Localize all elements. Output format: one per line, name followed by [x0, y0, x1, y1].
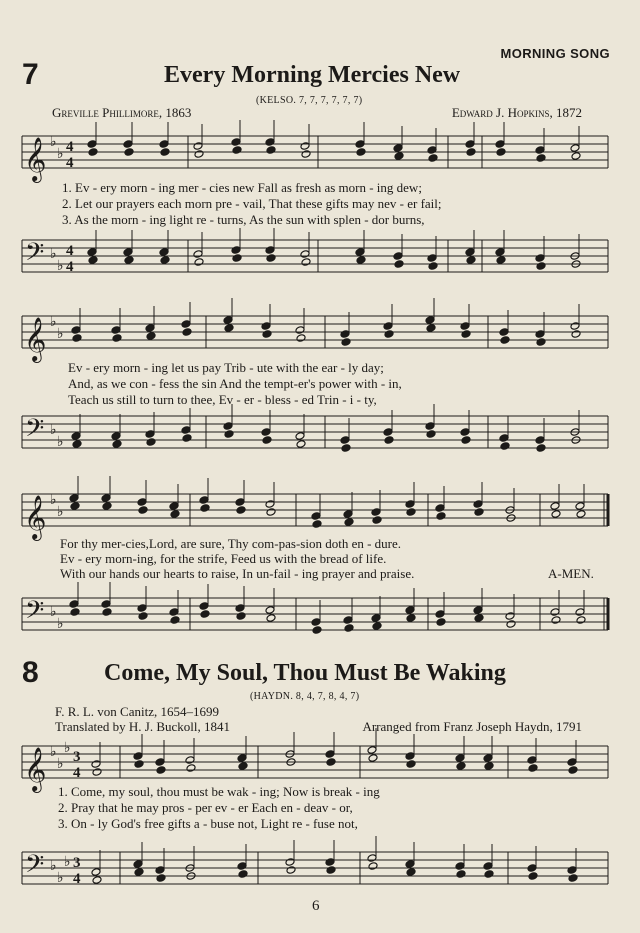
chord-note	[266, 614, 276, 623]
flat-icon: ♭	[50, 134, 57, 150]
quarter-note	[231, 138, 241, 147]
chord-note	[224, 324, 234, 333]
quarter-note	[473, 606, 483, 615]
quarter-note	[265, 246, 275, 255]
time-signature-bottom: 4	[66, 259, 74, 275]
lyric-line: 3. As the morn - ing light re - turns, As the sun with splen - dor burns,	[62, 212, 425, 227]
quarter-note	[155, 758, 165, 767]
chord-note	[461, 436, 471, 445]
bass-clef-icon: 𝄢	[25, 414, 45, 449]
quarter-note	[199, 496, 209, 505]
chord-note	[466, 148, 476, 157]
quarter-note	[123, 248, 133, 257]
half-note	[91, 760, 101, 769]
flat-icon: ♭	[57, 504, 64, 520]
chord-note	[528, 872, 538, 881]
chord-note	[576, 616, 586, 625]
half-note	[367, 854, 377, 863]
time-signature-top: 3	[73, 855, 81, 871]
half-note	[193, 250, 203, 259]
chord-note	[156, 874, 166, 883]
quarter-note	[405, 500, 415, 509]
chord-note	[484, 762, 494, 771]
half-note	[367, 746, 377, 755]
half-note	[265, 500, 275, 509]
flat-icon: ♭	[64, 854, 71, 870]
chord-note	[236, 506, 246, 515]
chord-note	[384, 330, 394, 339]
flat-icon: ♭	[50, 604, 57, 620]
quarter-note	[499, 434, 509, 443]
quarter-note	[261, 428, 271, 437]
chord-note	[236, 612, 246, 621]
quarter-note	[169, 608, 179, 617]
chord-note	[238, 870, 248, 879]
half-note	[575, 608, 585, 617]
quarter-note	[237, 862, 247, 871]
chord-note	[102, 608, 112, 617]
quarter-note	[355, 140, 365, 149]
quarter-note	[133, 752, 143, 761]
time-signature-top: 4	[66, 243, 74, 259]
chord-note	[496, 148, 506, 157]
quarter-note	[405, 752, 415, 761]
flat-icon: ♭	[50, 744, 57, 760]
chord-note	[224, 430, 234, 439]
chord-note	[571, 330, 581, 339]
chord-note	[296, 440, 306, 449]
chord-note	[394, 260, 404, 269]
quarter-note	[101, 494, 111, 503]
quarter-note	[483, 862, 493, 871]
flat-icon: ♭	[50, 422, 57, 438]
chord-note	[406, 614, 416, 623]
lyric-line: Teach us still to turn to thee, Ev - er - bless - ed Trin - i - ty,	[68, 392, 377, 407]
quarter-note	[383, 322, 393, 331]
quarter-note	[455, 862, 465, 871]
chord-note	[266, 508, 276, 517]
treble-staff	[0, 490, 640, 539]
chord-note	[286, 866, 296, 875]
quarter-note	[169, 502, 179, 511]
page-number: 6	[312, 898, 320, 914]
flat-icon: ♭	[57, 870, 64, 886]
chord-note	[301, 150, 311, 159]
time-signature-bottom: 4	[73, 871, 81, 887]
chord-note	[484, 870, 494, 879]
quarter-note	[231, 246, 241, 255]
author-credit: F. R. L. von Canitz, 1654–1699	[55, 704, 219, 719]
quarter-note	[159, 248, 169, 257]
quarter-note	[535, 330, 545, 339]
bass-clef-icon: 𝄢	[25, 238, 45, 273]
flat-icon: ♭	[57, 326, 64, 342]
chord-note	[536, 154, 546, 163]
chord-note	[461, 330, 471, 339]
chord-note	[134, 868, 144, 877]
chord-note	[456, 762, 466, 771]
chord-note	[372, 516, 382, 525]
quarter-note	[325, 750, 335, 759]
chord-note	[102, 502, 112, 511]
chord-note	[372, 622, 382, 631]
chord-note	[312, 520, 322, 529]
chord-note	[301, 258, 311, 267]
half-note	[285, 858, 295, 867]
chord-note	[112, 440, 122, 449]
flat-icon: ♭	[50, 314, 57, 330]
lyric-line: Ev - ery morn-ing, for the strife, Feed us with the bread of life.	[60, 551, 387, 566]
chord-note	[368, 754, 378, 763]
chord-note	[344, 624, 354, 633]
quarter-note	[371, 508, 381, 517]
half-note	[550, 502, 560, 511]
quarter-note	[235, 498, 245, 507]
chord-note	[326, 758, 336, 767]
chord-note	[112, 334, 122, 343]
half-note	[295, 326, 305, 335]
quarter-note	[495, 248, 505, 257]
quarter-note	[499, 328, 509, 337]
quarter-note	[265, 138, 275, 147]
chord-note	[88, 148, 98, 157]
half-note	[570, 144, 580, 153]
quarter-note	[460, 322, 470, 331]
half-note	[265, 606, 275, 615]
bass-staff	[0, 412, 640, 452]
chord-note	[70, 608, 80, 617]
quarter-note	[159, 140, 169, 149]
chord-note	[134, 760, 144, 769]
quarter-note	[111, 432, 121, 441]
flat-icon: ♭	[64, 740, 71, 756]
chord-note	[406, 760, 416, 769]
quarter-note	[101, 600, 111, 609]
treble-staff	[0, 132, 640, 181]
chord-note	[506, 620, 516, 629]
chord-note	[428, 154, 438, 163]
chord-note	[536, 338, 546, 347]
tune-meter: (KELSO. 7, 7, 7, 7, 7, 7)	[256, 95, 363, 106]
lyric-line: With our hands our hearts to raise, In un-fail - ing prayer and praise.	[60, 566, 415, 581]
time-signature-top: 4	[66, 139, 74, 155]
chord-note	[426, 324, 436, 333]
quarter-note	[425, 422, 435, 431]
quarter-note	[343, 616, 353, 625]
quarter-note	[405, 606, 415, 615]
quarter-note	[145, 430, 155, 439]
bass-staff	[0, 236, 640, 276]
chord-note	[138, 612, 148, 621]
chord-note	[571, 152, 581, 161]
bass-clef-icon: 𝄢	[25, 850, 45, 885]
chord-note	[406, 508, 416, 517]
composer-credit: Edward J. Hopkins, 1872	[451, 105, 582, 120]
quarter-note	[123, 140, 133, 149]
quarter-note	[87, 248, 97, 257]
chord-note	[92, 768, 102, 777]
chord-note	[182, 434, 192, 443]
lyric-line: And, as we con - fess the sin And the tempt-er's power with - in,	[68, 376, 402, 391]
chord-note	[536, 444, 546, 453]
chord-note	[436, 618, 446, 627]
chord-note	[160, 256, 170, 265]
chord-note	[170, 616, 180, 625]
chord-note	[568, 874, 578, 883]
half-note	[575, 502, 585, 511]
bass-staff	[0, 594, 640, 634]
quarter-note	[483, 754, 493, 763]
lyric-line: For thy mer-cies,Lord, are sure, Thy com-pas-sion doth en - dure.	[60, 536, 402, 551]
quarter-note	[355, 248, 365, 257]
chord-note	[576, 510, 586, 519]
quarter-note	[71, 326, 81, 335]
flat-icon: ♭	[57, 616, 64, 632]
chord-note	[238, 762, 248, 771]
treble-clef-icon: 𝄞	[24, 747, 47, 791]
quarter-note	[325, 858, 335, 867]
quarter-note	[235, 604, 245, 613]
quarter-note	[535, 146, 545, 155]
quarter-note	[311, 618, 321, 627]
time-signature-bottom: 4	[66, 155, 74, 171]
chord-note	[436, 512, 446, 521]
chord-note	[368, 862, 378, 871]
amen-text: A-MEN.	[548, 566, 594, 581]
quarter-note	[69, 494, 79, 503]
quarter-note	[71, 432, 81, 441]
quarter-note	[427, 146, 437, 155]
hymn-number: 8	[22, 656, 39, 689]
chord-note	[384, 436, 394, 445]
quarter-note	[340, 330, 350, 339]
lyric-line: 2. Pray that he may pros - per ev - er Each en - deav - or,	[58, 800, 353, 815]
treble-clef-icon: 𝄞	[24, 317, 47, 361]
chord-note	[138, 506, 148, 515]
treble-staff	[0, 312, 640, 361]
chord-note	[146, 332, 156, 341]
chord-note	[70, 502, 80, 511]
quarter-note	[535, 254, 545, 263]
chord-note	[160, 148, 170, 157]
half-note	[300, 142, 310, 151]
quarter-note	[405, 860, 415, 869]
quarter-note	[567, 758, 577, 767]
quarter-note	[137, 498, 147, 507]
chord-note	[296, 334, 306, 343]
half-note	[570, 322, 580, 331]
flat-icon: ♭	[50, 246, 57, 262]
chord-note	[194, 258, 204, 267]
half-note	[185, 756, 195, 765]
bass-staff	[0, 848, 640, 888]
quarter-note	[223, 316, 233, 325]
quarter-note	[460, 428, 470, 437]
flat-icon: ♭	[57, 756, 64, 772]
treble-staff	[0, 740, 640, 791]
quarter-note	[145, 324, 155, 333]
chord-note	[536, 262, 546, 271]
flat-icon: ♭	[57, 258, 64, 274]
chord-note	[474, 614, 484, 623]
half-note	[505, 612, 515, 621]
bass-clef-icon: 𝄢	[25, 596, 45, 631]
quarter-note	[343, 510, 353, 519]
quarter-note	[465, 140, 475, 149]
chord-note	[428, 262, 438, 271]
flat-icon: ♭	[57, 434, 64, 450]
quarter-note	[137, 604, 147, 613]
quarter-note	[311, 512, 321, 521]
half-note	[193, 142, 203, 151]
chord-note	[186, 764, 196, 773]
quarter-note	[527, 864, 537, 873]
quarter-note	[527, 756, 537, 765]
chord-note	[72, 440, 82, 449]
quarter-note	[435, 504, 445, 513]
lyric-line: 3. On - ly God's free gifts a - buse not, Light re - fuse not,	[58, 816, 358, 831]
flat-icon: ♭	[50, 858, 57, 874]
quarter-note	[435, 610, 445, 619]
chord-note	[426, 430, 436, 439]
tune-meter: (HAYDN. 8, 4, 7, 8, 4, 7)	[250, 691, 360, 702]
chord-note	[496, 256, 506, 265]
chord-note	[326, 866, 336, 875]
half-note	[550, 608, 560, 617]
chord-note	[528, 764, 538, 773]
lyric-line: 1. Ev - ery morn - ing mer - cies new Fall as fresh as morn - ing dew;	[62, 180, 422, 195]
quarter-note	[455, 754, 465, 763]
chord-note	[88, 256, 98, 265]
section-header: MORNING SONG	[500, 46, 610, 61]
quarter-note	[340, 436, 350, 445]
quarter-note	[181, 320, 191, 329]
quarter-note	[111, 326, 121, 335]
hymn-title: Every Morning Mercies New	[164, 62, 461, 88]
chord-note	[456, 870, 466, 879]
half-note	[91, 868, 101, 877]
quarter-note	[535, 436, 545, 445]
chord-note	[124, 256, 134, 265]
chord-note	[406, 868, 416, 877]
treble-clef-icon: 𝄞	[24, 495, 47, 539]
quarter-note	[465, 248, 475, 257]
arranger-credit: Arranged from Franz Joseph Haydn, 1791	[362, 719, 582, 734]
chord-note	[341, 444, 351, 453]
quarter-note	[199, 602, 209, 611]
hymn-title: Come, My Soul, Thou Must Be Waking	[104, 660, 506, 686]
quarter-note	[237, 754, 247, 763]
author-credit: Greville Phillimore, 1863	[52, 105, 192, 120]
quarter-note	[261, 322, 271, 331]
chord-note	[474, 508, 484, 517]
quarter-note	[69, 600, 79, 609]
quarter-note	[473, 500, 483, 509]
chord-note	[466, 256, 476, 265]
chord-note	[356, 148, 366, 157]
half-note	[295, 432, 305, 441]
chord-note	[344, 518, 354, 527]
translator-credit: Translated by H. J. Buckoll, 1841	[55, 719, 231, 734]
quarter-note	[181, 426, 191, 435]
quarter-note	[393, 252, 403, 261]
chord-note	[356, 256, 366, 265]
hymn-number: 7	[22, 58, 39, 91]
quarter-note	[383, 428, 393, 437]
half-note	[300, 250, 310, 259]
quarter-note	[87, 140, 97, 149]
chord-note	[232, 146, 242, 155]
chord-note	[170, 510, 180, 519]
lyric-line: 2. Let our prayers each morn pre - vail, That these gifts may nev - er fail;	[62, 196, 442, 211]
chord-note	[551, 510, 561, 519]
chord-note	[200, 504, 210, 513]
chord-note	[72, 334, 82, 343]
chord-note	[551, 616, 561, 625]
chord-note	[232, 254, 242, 263]
quarter-note	[567, 866, 577, 875]
chord-note	[156, 766, 166, 775]
quarter-note	[371, 614, 381, 623]
quarter-note	[155, 866, 165, 875]
flat-icon: ♭	[50, 492, 57, 508]
quarter-note	[427, 254, 437, 263]
chord-note	[262, 330, 272, 339]
chord-note	[200, 610, 210, 619]
chord-note	[266, 146, 276, 155]
chord-note	[266, 254, 276, 263]
chord-note	[146, 438, 156, 447]
quarter-note	[425, 316, 435, 325]
chord-note	[394, 152, 404, 161]
lyric-line: Ev - ery morn - ing let us pay Trib - ute with the ear - ly day;	[68, 360, 384, 375]
flat-icon: ♭	[57, 146, 64, 162]
time-signature-top: 3	[73, 749, 81, 765]
quarter-note	[393, 144, 403, 153]
quarter-note	[495, 140, 505, 149]
treble-clef-icon: 𝄞	[24, 137, 47, 181]
chord-note	[194, 150, 204, 159]
chord-note	[312, 626, 322, 635]
chord-note	[92, 876, 102, 885]
lyric-line: 1. Come, my soul, thou must be wak - ing; Now is break - ing	[58, 784, 380, 799]
quarter-note	[223, 422, 233, 431]
chord-note	[182, 328, 192, 337]
chord-note	[568, 766, 578, 775]
quarter-note	[133, 860, 143, 869]
chord-note	[500, 442, 510, 451]
chord-note	[341, 338, 351, 347]
time-signature-bottom: 4	[73, 765, 81, 781]
chord-note	[262, 436, 272, 445]
chord-note	[500, 336, 510, 345]
chord-note	[124, 148, 134, 157]
